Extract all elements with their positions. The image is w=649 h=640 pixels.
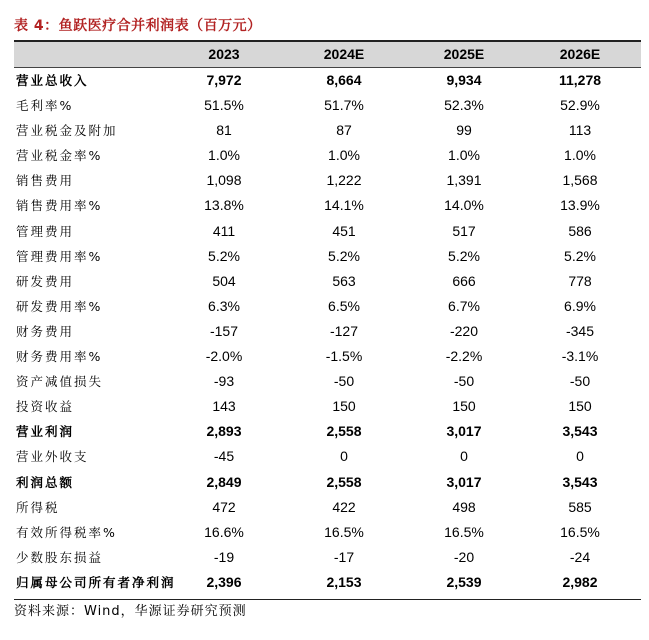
table-cell: -50	[453, 373, 475, 390]
row-label: 归属母公司所有者净利润	[16, 574, 176, 590]
table-cell: -157	[209, 322, 239, 339]
table-row	[14, 193, 641, 218]
table-cell: 1.0%	[448, 147, 480, 164]
table-row	[14, 545, 641, 570]
table-cell: 7,972	[206, 72, 242, 88]
table-cell: 2,558	[326, 423, 362, 440]
table-cell: 99	[456, 122, 472, 139]
table-cell: 1,098	[206, 172, 242, 189]
table-row	[14, 93, 641, 118]
row-label: 销售费用	[16, 173, 75, 189]
table-cell: 1.0%	[564, 147, 596, 164]
table-row	[14, 118, 641, 143]
row-label: 毛利率%	[16, 98, 74, 114]
table-cell: 586	[568, 222, 592, 239]
table-cell: -24	[569, 548, 591, 565]
table-cell: 2,893	[206, 423, 242, 440]
table-cell: -2.0%	[205, 348, 243, 365]
row-label: 利润总额	[16, 474, 75, 490]
row-label: 研发费用	[16, 273, 75, 289]
table-cell: 6.7%	[448, 297, 480, 314]
table-cell: 3,017	[446, 473, 482, 490]
table-cell: 1.0%	[208, 147, 240, 164]
row-label: 有效所得税率%	[16, 524, 117, 540]
table-row	[14, 369, 641, 394]
table-cell: 8,664	[326, 72, 362, 88]
table-cell: 1,391	[446, 172, 482, 189]
table-cell: 14.1%	[324, 197, 364, 214]
table-cell: -93	[213, 373, 235, 390]
table-row	[14, 168, 641, 193]
table-cell: 2,849	[206, 473, 242, 490]
bottom-rule	[14, 599, 641, 600]
table-cell: -127	[329, 322, 359, 339]
table-cell: 563	[332, 272, 356, 289]
table-cell: 87	[336, 122, 352, 139]
table-row	[14, 219, 641, 244]
table-cell: 0	[340, 448, 348, 465]
table-header	[14, 42, 641, 67]
row-label: 营业总收入	[16, 73, 89, 88]
table-cell: 1,568	[562, 172, 598, 189]
row-label: 营业税金及附加	[16, 123, 118, 139]
table-cell: -19	[213, 548, 235, 565]
table-cell: 3,017	[446, 423, 482, 440]
table-cell: -1.5%	[325, 348, 363, 365]
table-cell: 150	[452, 398, 476, 415]
table-cell: 150	[332, 398, 356, 415]
table-cell: -20	[453, 548, 475, 565]
table-cell: 5.2%	[448, 247, 480, 264]
table-cell: 13.8%	[204, 197, 244, 214]
table-cell: -3.1%	[561, 348, 599, 365]
table-cell: 16.5%	[444, 523, 484, 540]
table-row	[14, 319, 641, 344]
table-cell: 143	[212, 398, 236, 415]
table-cell: 51.5%	[204, 97, 244, 114]
table-cell: 52.9%	[560, 97, 600, 114]
row-label: 财务费用率%	[16, 349, 103, 365]
table-body	[14, 68, 641, 595]
table-cell: 472	[212, 498, 236, 515]
table-cell: 51.7%	[324, 97, 364, 114]
table-cell: 451	[332, 222, 356, 239]
table-cell: 52.3%	[444, 97, 484, 114]
table-cell: 1,222	[326, 172, 362, 189]
table-cell: 0	[576, 448, 584, 465]
table-row	[14, 244, 641, 269]
table-row	[14, 68, 641, 93]
row-label: 销售费用率%	[16, 198, 103, 214]
table-cell: 9,934	[446, 72, 482, 88]
table-row	[14, 269, 641, 294]
table-row	[14, 495, 641, 520]
table-cell: 5.2%	[208, 247, 240, 264]
table-cell: 6.5%	[328, 297, 360, 314]
table-cell: 13.9%	[560, 197, 600, 214]
table-cell: 2,153	[326, 573, 362, 590]
table-row	[14, 419, 641, 444]
row-label: 少数股东损益	[16, 549, 104, 565]
table-cell: -45	[213, 448, 235, 465]
table-cell: 113	[568, 122, 592, 139]
table-cell: -50	[569, 373, 591, 390]
table-cell: 16.5%	[560, 523, 600, 540]
table-row	[14, 143, 641, 168]
table-cell: 504	[212, 272, 236, 289]
table-row	[14, 520, 641, 545]
table-cell: -2.2%	[445, 348, 483, 365]
table-row	[14, 570, 641, 595]
row-label: 投资收益	[16, 399, 75, 415]
row-label: 管理费用	[16, 223, 75, 239]
table-cell: 3,543	[562, 423, 598, 440]
table-cell: 2,558	[326, 473, 362, 490]
table-cell: 498	[452, 498, 476, 515]
table-cell: 666	[452, 272, 476, 289]
table-cell: 517	[452, 222, 476, 239]
table-cell: 6.3%	[208, 297, 240, 314]
table-cell: -50	[333, 373, 355, 390]
row-label: 营业利润	[16, 424, 75, 440]
table-cell: 5.2%	[328, 247, 360, 264]
table-cell: 150	[568, 398, 592, 415]
table-row	[14, 470, 641, 495]
table-row	[14, 444, 641, 469]
table-cell: 16.6%	[204, 523, 244, 540]
table-row	[14, 294, 641, 319]
table-cell: 16.5%	[324, 523, 364, 540]
table-cell: 5.2%	[564, 247, 596, 264]
table-cell: 422	[332, 498, 356, 515]
source-note: 资料来源：Wind，华源证券研究预测	[14, 604, 247, 619]
table-cell: 14.0%	[444, 197, 484, 214]
table-cell: 6.9%	[564, 297, 596, 314]
header-year-2023: 2023	[208, 46, 240, 62]
row-label: 所得税	[16, 499, 60, 515]
table-cell: 3,543	[562, 473, 598, 490]
table-cell: 1.0%	[328, 147, 360, 164]
header-year-2024e: 2024E	[323, 46, 365, 62]
table-row	[14, 394, 641, 419]
table-row	[14, 344, 641, 369]
table-cell: -345	[565, 322, 595, 339]
row-label: 营业外收支	[16, 449, 89, 465]
table-cell: 778	[568, 272, 592, 289]
header-year-2025e: 2025E	[443, 46, 485, 62]
table-cell: 411	[212, 222, 236, 239]
row-label: 资产减值损失	[16, 374, 104, 390]
table-cell: 2,539	[446, 573, 482, 590]
table-cell: 2,396	[206, 573, 242, 590]
table-cell: 11,278	[558, 72, 602, 88]
table-cell: 81	[216, 122, 232, 139]
table-cell: 585	[568, 498, 592, 515]
row-label: 营业税金率%	[16, 148, 103, 164]
row-label: 管理费用率%	[16, 248, 103, 264]
table-cell: 2,982	[562, 573, 598, 590]
table-cell: 0	[460, 448, 468, 465]
row-label: 财务费用	[16, 323, 75, 339]
table-cell: -17	[333, 548, 355, 565]
row-label: 研发费用率%	[16, 298, 103, 314]
table-cell: -220	[449, 322, 479, 339]
header-year-2026e: 2026E	[559, 46, 601, 62]
table-title: 表 4：鱼跃医疗合并利润表（百万元）	[14, 18, 262, 34]
